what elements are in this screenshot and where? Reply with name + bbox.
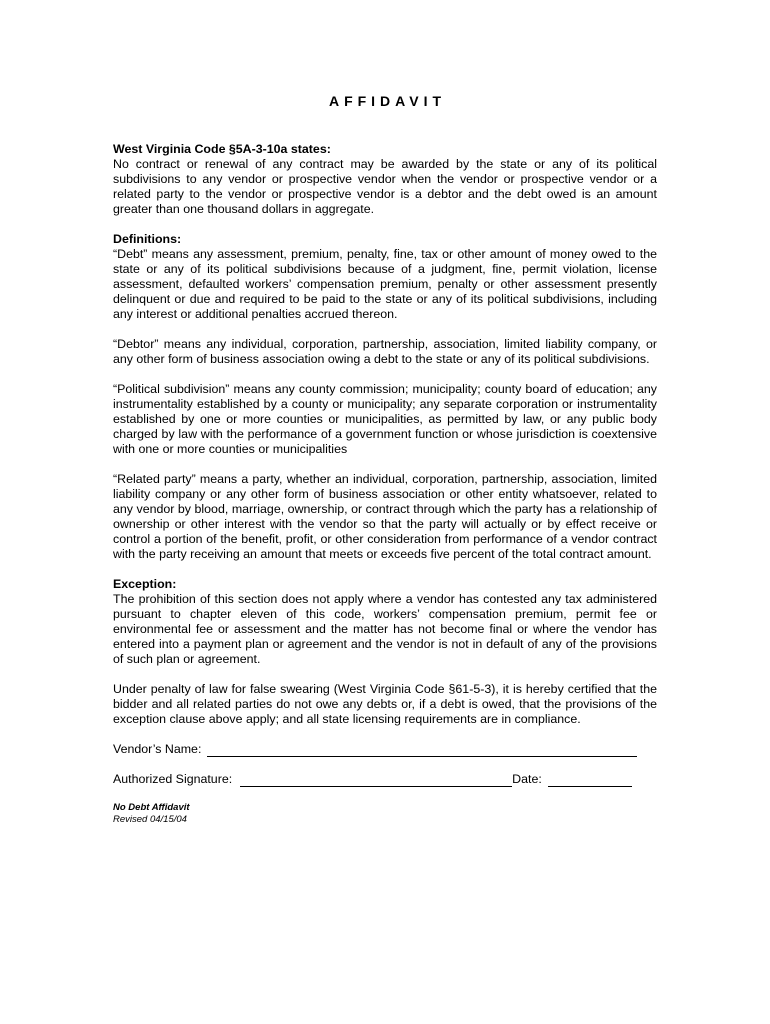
code-heading: West Virginia Code §5A-3-10a states:: [113, 142, 331, 156]
vendor-name-field[interactable]: [207, 744, 637, 757]
footer-revised: Revised 04/15/04: [113, 814, 187, 825]
vendor-name-label: Vendor’s Name:: [113, 742, 202, 756]
signature-label: Authorized Signature:: [113, 772, 233, 786]
exception-section: [113, 577, 657, 667]
exception-text: The prohibition of this section does not apply where a vendor has contested any tax administered pursuant to chapter eleven of this code, workers’ compensation premium, permit fee or environmental fee or assessment and the matter has not become final or where the vendor has entered into a payment plan or agreement and the vendor is not in default of any of the provisions of such plan or agreement.: [113, 592, 657, 666]
exception-heading: Exception:: [113, 577, 177, 591]
signature-row: [113, 772, 657, 787]
vendor-name-row: [113, 742, 657, 757]
certification-text: Under penalty of law for false swearing (West Virginia Code §61-5-3), it is hereby certified that the bidder and all related parties do not owe any debts or, if a debt is owed, that the provisions of the exception clause above apply; and all state licensing requirements are in compliance.: [113, 682, 657, 726]
definition-political-subdivision: “Political subdivision” means any county commission; municipality; county board of education; any instrumentality established by a county or municipality; any separate corporation or instrumentality established by one or more counties or municipalities, as permitted by law, or any public body charged by law with the performance of a government function or whose jurisdiction is coextensive with one or more counties or municipalities: [113, 382, 657, 456]
document-title: AFFIDAVIT: [328, 93, 447, 109]
code-section: [113, 142, 657, 217]
definition-debtor: “Debtor” means any individual, corporation, partnership, association, limited liability company, or any other form of business association owing a debt to the state or any of its political subdivisions.: [113, 337, 657, 366]
affidavit-page: [113, 94, 657, 826]
document-footer: [113, 802, 657, 826]
definition-debt: “Debt” means any assessment, premium, penalty, fine, tax or other amount of money owed to the state or any of its political subdivisions because of a judgment, fine, permit violation, license assessment, defaulted workers’ compensation premium, penalty or other assessment presently delinquent or due and required to be paid to the state or any of its political subdivisions, including any interest or additional penalties accrued thereon.: [113, 247, 657, 321]
date-label: Date:: [512, 772, 542, 786]
signature-field[interactable]: [240, 774, 512, 787]
date-field[interactable]: [548, 774, 632, 787]
definition-related-party: “Related party” means a party, whether an individual, corporation, partnership, association, limited liability company or any other form of business association or other entity whatsoever, related to any vendor by blood, marriage, ownership, or contract through which the party has a relationship of ownership or other interest with the vendor so that the party will actually or by effect receive or control a portion of the benefit, profit, or other consideration from performance of a vendor contract with the party receiving an amount that meets or exceeds five percent of the total contract amount.: [113, 472, 657, 561]
definitions-section: [113, 232, 657, 562]
code-text: No contract or renewal of any contract may be awarded by the state or any of its political subdivisions to any vendor or prospective vendor when the vendor or prospective vendor or a related party to the vendor or prospective vendor is a debtor and the debt owed is an amount greater than one thousand dollars in aggregate.: [113, 157, 657, 216]
definitions-heading: Definitions:: [113, 232, 182, 246]
footer-title: No Debt Affidavit: [113, 802, 190, 813]
